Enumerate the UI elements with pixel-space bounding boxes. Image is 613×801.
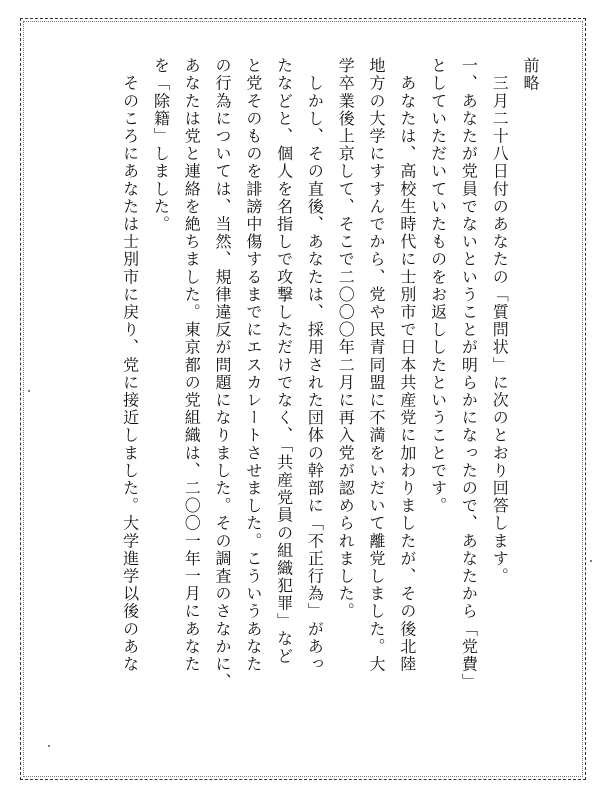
text-column-4: あなたは、高校生時代に士別市で日本共産党に加わりましたが、その後北陸 <box>397 57 417 673</box>
greeting: 前略 <box>521 57 540 93</box>
text-column-1: 三月二十八日付のあなたの「質問状」に次のとおり回答します。 <box>490 57 510 585</box>
scan-speck <box>28 390 30 392</box>
text-column-3: としていただいていたものをお返ししたということです。 <box>428 57 448 515</box>
text-column-12: を「除籍」しました。 <box>151 57 171 233</box>
text-column-6: 学卒業後上京して、そこで二〇〇〇年二月に再入党が認められました。 <box>336 57 356 621</box>
text-column-2: 一、あなたが党員でないということが明らかになったので、あなたから「党費」 <box>459 57 479 691</box>
text-column-13: そのころにあなたは士別市に戻り、党に接近しました。大学進学以後のあな <box>120 57 140 673</box>
text-column-9: と党そのものを誹謗中傷するまでにエスカレートさせました。こういうあなた <box>243 57 263 673</box>
text-column-11: あなたは党と連絡を絶ちました。東京都の党組織は、二〇〇一年一月にあなた <box>182 57 202 673</box>
scan-speck <box>590 560 592 562</box>
text-column-5: 地方の大学にすすんでから、党や民青同盟に不満をいだいて離党しました。大 <box>367 57 387 673</box>
text-column-10: の行為については、当然、規律違反が問題になりました。その調査のさなかに、 <box>213 57 233 691</box>
text-column-7: しかし、その直後、あなたは、採用された団体の幹部に「不正行為」があっ <box>305 57 325 673</box>
text-column-8: たなどと、個人を名指しで攻撃しただけでなく、「共産党員の組織犯罪」など <box>274 57 294 665</box>
vertical-letter-text <box>114 57 545 757</box>
scan-speck <box>48 745 50 747</box>
